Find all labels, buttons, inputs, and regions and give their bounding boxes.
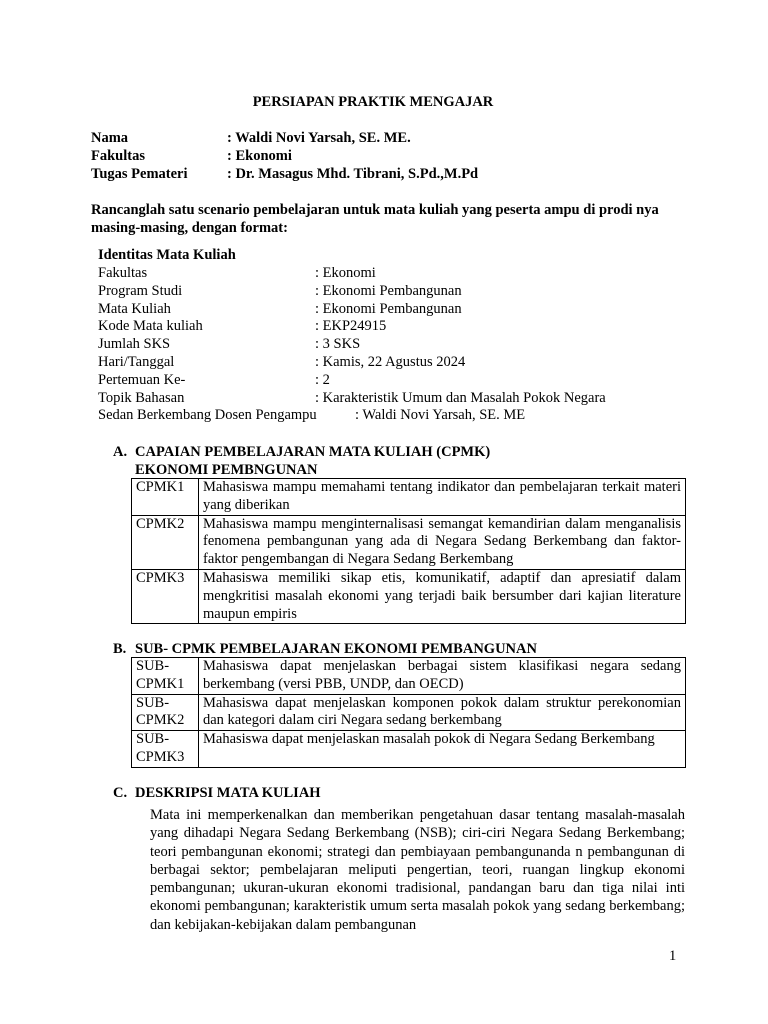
identity-label: Jumlah SKS [98,336,171,353]
page-title: PERSIAPAN PRAKTIK MENGAJAR [252,94,494,110]
cpmk-text: Mahasiswa mampu memahami tentang indikator dan pembelajaran terkait materi yang diberikan [199,479,686,516]
header-value: : Ekonomi [227,148,292,164]
identity-heading: Identitas Mata Kuliah [98,247,236,263]
sub-cpmk-code: SUB-CPMK3 [132,731,199,768]
instruction-text: Rancanglah satu scenario pembelajaran untuk mata kuliah yang peserta ampu di prodi nya masing-masing, dengan format: [91,202,659,236]
cpmk-text: Mahasiswa memiliki sikap etis, komunikatif, adaptif dan apresiatif dalam mengkritisi masalah ekonomi yang terjadi baik bersumber dari kajian literature maupun empiris [199,569,686,623]
identity-value: : 2 [315,371,330,388]
header-label: Fakultas [91,148,145,164]
identity-row [98,406,698,424]
section-title: SUB- CPMK PEMBELAJARAN EKONOMI PEMBANGUNAN [135,641,537,657]
sub-cpmk-text: Mahasiswa dapat menjelaskan berbagai sistem klasifikasi negara sedang berkembang (versi PBB, UNDP, dan OECD) [199,658,686,695]
table-row [132,694,686,731]
course-description: Mata ini memperkenalkan dan memberikan pengetahuan dasar tentang masalah-masalah yang dihadapi Negara Sedang Berkembang (NSB); ciri-ciri Negara Sedang Berkembang; teori pembangunan ekonomi; strategi dan pembiayaan pembangunanda n pembangunan di berbagai sektor; pembelajaran meliputi pengertian, teori, ruangan lingkup ekonomi pembangunan; ukuran-ukuran ekonomi tradisional, pandangan baru dan tiga nilai inti ekonomi pembangunan; karakteristik umum serta masalah pokok yang sedang berkembang; dan kebijakan-kebijakan dalam pembangunan [150,807,685,933]
section-c-heading [113,784,321,802]
identity-value: : Ekonomi [315,265,376,281]
table-row [132,515,686,569]
table-row [132,479,686,516]
section-letter: C. [113,785,128,801]
identity-value: : Ekonomi Pembangunan [315,300,462,317]
identity-row [98,371,698,389]
table-row [132,731,686,768]
identity-label: Topik Bahasan [98,389,185,406]
cpmk-code: CPMK2 [132,515,199,569]
course-identity [98,246,698,424]
table-row [132,658,686,695]
header-info [91,129,691,183]
sub-cpmk-code: SUB-CPMK1 [132,658,199,695]
section-letter: B. [113,641,127,657]
cpmk-table [131,478,686,624]
section-letter: A. [113,444,128,460]
identity-label: Kode Mata kuliah [98,318,203,335]
identity-row [98,317,698,335]
sub-cpmk-text: Mahasiswa dapat menjelaskan masalah pokok di Negara Sedang Berkembang [199,731,686,768]
identity-label: Sedan Berkembang Dosen Pengampu [98,407,317,424]
identity-value: : EKP24915 [315,318,387,335]
identity-value: : 3 SKS [315,336,361,353]
header-value: : Dr. Masagus Mhd. Tibrani, S.Pd.,M.Pd [227,166,479,182]
identity-value: : Ekonomi Pembangunan [315,282,462,299]
identity-row [98,335,698,353]
identity-value: : Waldi Novi Yarsah, SE. ME [355,407,526,424]
cpmk-text: Mahasiswa mampu menginternalisasi semangat kemandirian dalam menganalisis fenomena pembangunan yang ada di Negara Sedang Berkembang dan faktor-faktor pengembangan di Negara Sedang Berkembang [199,515,686,569]
header-row-name [91,129,691,147]
identity-value: : Kamis, 22 Agustus 2024 [315,353,466,370]
section-title-line2: EKONOMI PEMBNGUNAN [135,462,318,478]
header-label: Nama [91,130,129,146]
identity-label: Fakultas [98,265,148,281]
identity-label: Mata Kuliah [98,300,171,317]
header-value: : Waldi Novi Yarsah, SE. ME. [227,130,411,146]
identity-row [98,282,698,300]
identity-row [98,389,698,407]
sub-cpmk-table [131,657,686,768]
identity-row [98,353,698,371]
identity-label: Hari/Tanggal [98,353,175,370]
section-title: CAPAIAN PEMBELAJARAN MATA KULIAH (CPMK) [135,444,491,460]
header-row-presenter [91,165,691,183]
table-row [132,569,686,623]
cpmk-code: CPMK3 [132,569,199,623]
sub-cpmk-text: Mahasiswa dapat menjelaskan komponen pokok dalam struktur perekonomian dan kategori dalam ciri Negara sedang berkembang [199,694,686,731]
identity-value: : Karakteristik Umum dan Masalah Pokok Negara [315,389,606,406]
identity-label: Program Studi [98,282,183,299]
page-number: 1 [669,948,677,964]
cpmk-code: CPMK1 [132,479,199,516]
identity-row [98,264,698,282]
header-label: Tugas Pemateri [91,166,188,182]
header-row-faculty [91,147,691,165]
identity-row [98,300,698,318]
section-b-heading [113,640,537,658]
section-a-heading [113,443,490,479]
identity-label: Pertemuan Ke- [98,371,186,388]
section-title: DESKRIPSI MATA KULIAH [135,785,321,801]
sub-cpmk-code: SUB-CPMK2 [132,694,199,731]
